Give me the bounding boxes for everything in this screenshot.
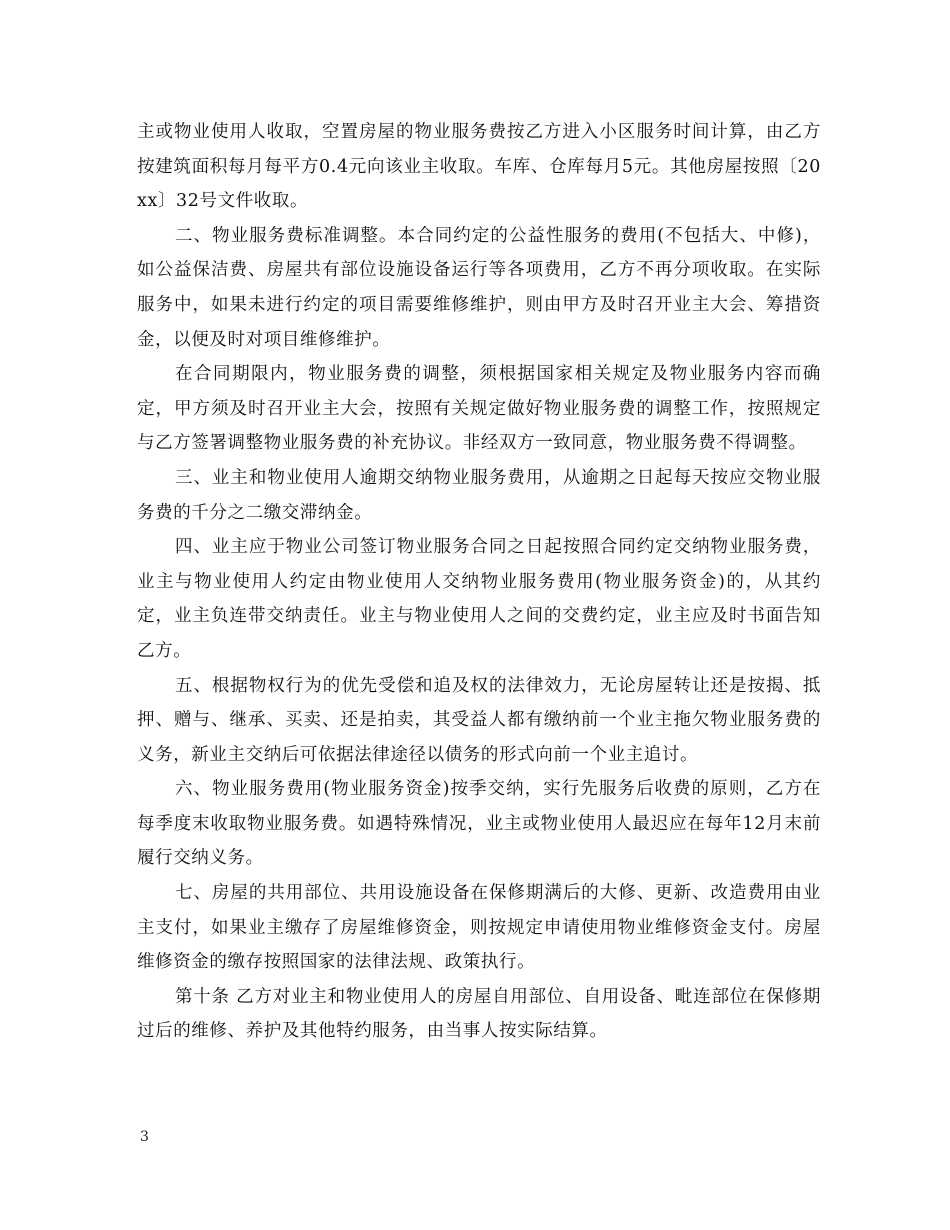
paragraph-adjustment-term: 在合同期限内，物业服务费的调整，须根据国家相关规定及物业服务内容而确定，甲方须及时召开业主大会，按照有关规定做好物业服务费的调整工作，按照规定与乙方签署调整物业服务费的补充协议。非经双方一致同意，物业服务费不得调整。 bbox=[137, 364, 821, 454]
document-body bbox=[137, 115, 821, 1049]
paragraph-late-fee: 三、业主和物业使用人逾期交纳物业服务费用，从逾期之日起每天按应交物业服务费的千分之二缴交滞纳金。 bbox=[137, 467, 821, 523]
paragraph-transfer-obligation: 五、根据物权行为的优先受偿和追及权的法律效力，无论房屋转让还是按揭、抵押、赠与、继承、买卖、还是拍卖，其受益人都有缴纳前一个业主拖欠物业服务费的义务，新业主交纳后可依据法律途径以债务的形式向前一个业主追讨。 bbox=[137, 675, 821, 765]
paragraph-maintenance-costs: 七、房屋的共用部位、共用设施设备在保修期满后的大修、更新、改造费用由业主支付，如果业主缴存了房屋维修资金，则按规定申请使用物业维修资金支付。房屋维修资金的缴存按照国家的法律法规、政策执行。 bbox=[137, 883, 821, 973]
paragraph-article-ten: 第十条 乙方对业主和物业使用人的房屋自用部位、自用设备、毗连部位在保修期过后的维修、养护及其他特约服务，由当事人按实际结算。 bbox=[137, 986, 821, 1042]
paragraph-continuation: 主或物业使用人收取，空置房屋的物业服务费按乙方进入小区服务时间计算，由乙方按建筑面积每月每平方0.4元向该业主收取。车库、仓库每月5元。其他房屋按照〔20xx〕32号文件收取。 bbox=[137, 122, 821, 212]
paragraph-fee-adjustment: 二、物业服务费标准调整。本合同约定的公益性服务的费用(不包括大、中修)，如公益保洁费、房屋共有部位设施设备运行等各项费用，乙方不再分项收取。在实际服务中，如果未进行约定的项目需要维修维护，则由甲方及时召开业主大会、筹措资金，以便及时对项目维修维护。 bbox=[137, 225, 821, 350]
paragraph-quarterly-payment: 六、物业服务费用(物业服务资金)按季交纳，实行先服务后收费的原则，乙方在每季度末收取物业服务费。如遇特殊情况，业主或物业使用人最迟应在每年12月末前履行交纳义务。 bbox=[137, 779, 821, 869]
page-number: 3 bbox=[140, 1129, 149, 1145]
paragraph-payment-liability: 四、业主应于物业公司签订物业服务合同之日起按照合同约定交纳物业服务费，业主与物业使用人约定由物业使用人交纳物业服务费用(物业服务资金)的，从其约定，业主负连带交纳责任。业主与物业使用人之间的交费约定，业主应及时书面告知乙方。 bbox=[137, 537, 821, 661]
